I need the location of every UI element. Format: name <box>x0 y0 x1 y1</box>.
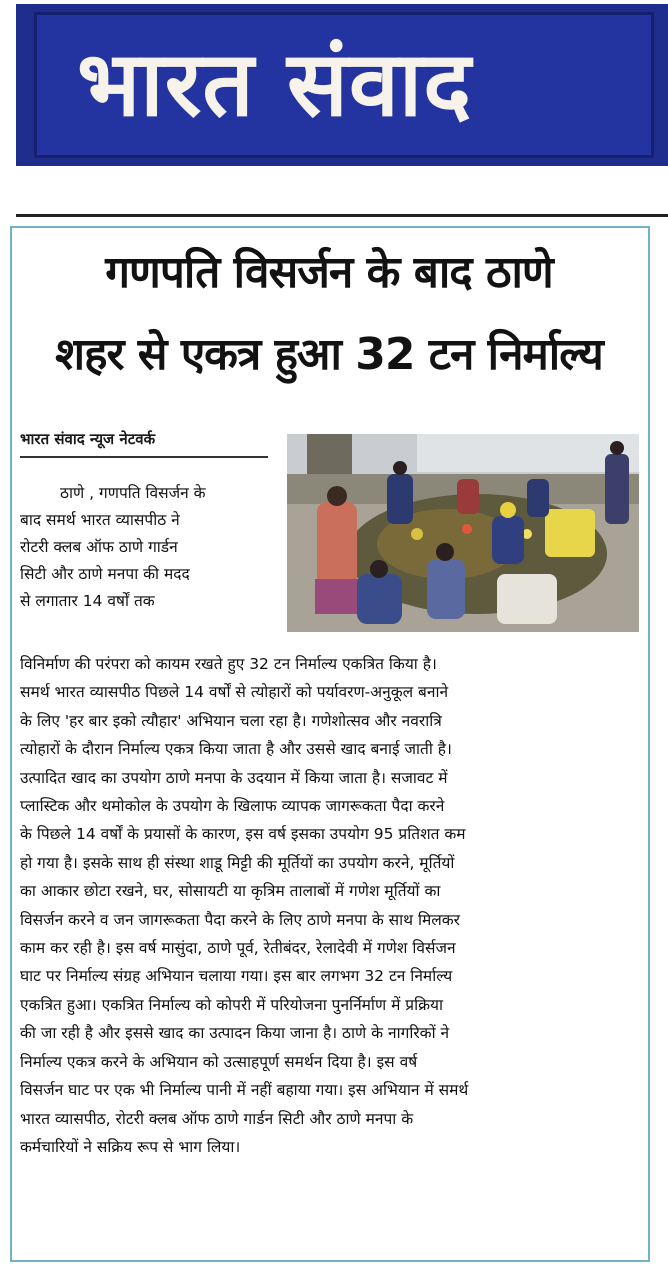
body-line: की जा रही है और इससे खाद का उत्पादन किया जाना है। ठाणे के नागरिकों ने <box>20 1024 450 1043</box>
byline: भारत संवाद न्यूज नेटवर्क <box>20 430 156 448</box>
body-line: प्लास्टिक और थमोकोल के उपयोग के खिलाफ व्यापक जागरूकता पैदा करने <box>20 797 445 816</box>
photo-illustration <box>287 434 639 632</box>
byline-underline <box>20 456 268 458</box>
news-photo <box>287 434 639 632</box>
body-line: भारत व्यासपीठ, रोटरी क्लब ऑफ ठाणे गार्डन सिटी और ठाणे मनपा के <box>20 1109 414 1128</box>
body-line: त्योहारों के दौरान निर्माल्य एकत्र किया जाता है और उससे खाद बनाई जाती है। <box>20 740 452 759</box>
headline-line-1: गणपति विसर्जन के बाद ठाणे <box>105 247 553 298</box>
masthead-divider <box>16 214 668 217</box>
body-line: विसर्जन घाट पर एक भी निर्माल्य पानी में नहीं बहाया गया। इस अभियान में समर्थ <box>20 1081 469 1100</box>
body-line: कर्मचारियों ने सक्रिय रूप से भाग लिया। <box>20 1137 241 1156</box>
body-line: के पिछले 14 वर्षों के प्रयासों के कारण, इस वर्ष इसका उपयोग 95 प्रतिशत कम <box>20 825 466 844</box>
intro-line: रोटरी क्लब ऑफ ठाणे गार्डन <box>20 538 178 556</box>
masthead-panel <box>34 12 654 158</box>
body-line: उत्पादित खाद का उपयोग ठाणे मनपा के उदयान में किया जाता है। सजावट में <box>20 768 448 787</box>
body-line: विनिर्माण की परंपरा को कायम रखते हुए 32 टन निर्माल्य एकत्रित किया है। <box>20 655 437 673</box>
headline <box>14 232 644 396</box>
body-line: विसर्जन करने व जन जागरूकता पैदा करने के लिए ठाणे मनपा के साथ मिलकर <box>20 910 461 929</box>
intro-line: सिटी और ठाणे मनपा की मदद <box>20 565 190 583</box>
body-line: समर्थ भारत व्यासपीठ पिछले 14 वर्षों से त्योहारों को पर्यावरण-अनुकूल बनाने <box>20 683 449 702</box>
body-line: एकत्रित हुआ। एकत्रित निर्माल्य को कोपरी में परियोजना पुनर्निर्माण में प्रक्रिया <box>20 995 444 1014</box>
intro-line: बाद समर्थ भारत व्यासपीठ ने <box>20 511 180 529</box>
body-line: घाट पर निर्माल्य संग्रह अभियान चलाया गया। इस बार लगभग 32 टन निर्माल्य <box>20 967 453 986</box>
article-body <box>20 650 648 1161</box>
body-line: निर्माल्य एकत्र करने के अभियान को उत्साहपूर्ण समर्थन दिया है। इस वर्ष <box>20 1052 418 1071</box>
intro-column <box>20 480 272 615</box>
headline-line-2: शहर से एकत्र हुआ 32 टन निर्माल्य <box>55 329 603 380</box>
body-line: के लिए 'हर बार इको त्यौहार' अभियान चला रहा है। गणेशोत्सव और नवरात्रि <box>20 711 442 730</box>
intro-line: से लगातार 14 वर्षों तक <box>20 592 155 610</box>
body-line: का आकार छोटा रखने, घर, सोसायटी या कृत्रिम तालाबों में गणेश मूर्तियों का <box>20 882 441 901</box>
newspaper-title: भारत संवाद <box>77 31 473 137</box>
masthead-banner <box>16 4 668 166</box>
body-line: हो गया है। इसके साथ ही संस्था शाडू मिट्टी की मूर्तियों का उपयोग करने, मूर्तियों <box>20 853 455 872</box>
intro-line: ठाणे , गणपति विसर्जन के <box>60 484 206 502</box>
body-line: काम कर रही है। इस वर्ष मासुंदा, ठाणे पूर्व, रेतीबंदर, रेलादेवी में गणेश विर्सजन <box>20 939 456 958</box>
